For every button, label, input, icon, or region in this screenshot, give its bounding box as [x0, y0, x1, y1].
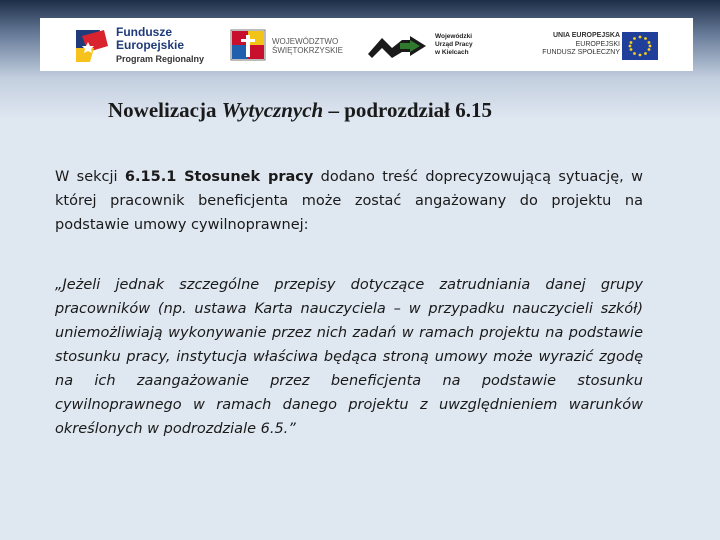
title-part3: – podrozdział 6.15 — [323, 98, 492, 122]
eu-logo-line3: FUNDUSZ SPOŁECZNY — [542, 49, 620, 56]
intro-before: W sekcji — [55, 169, 125, 185]
region-logo-line2: ŚWIĘTOKRZYSKIE — [272, 46, 343, 55]
intro-bold: 6.15.1 Stosunek pracy — [124, 169, 314, 185]
fe-logo-text — [116, 26, 204, 66]
stars-flag-icon — [74, 26, 110, 64]
eu-logo-text — [518, 32, 620, 58]
region-logo-text — [272, 37, 343, 55]
fe-logo-line3: Program Regionalny — [116, 54, 205, 64]
wup-logo-text — [435, 33, 473, 57]
eu-logo-line2: EUROPEJSKI — [575, 40, 620, 48]
coat-of-arms-icon — [230, 29, 266, 61]
intro-after: dodano treść doprecyzowującą sytuację, w której pracownik beneficjenta może zostać angażowany do projektu na podstawie umowy cywilnoprawnej: — [55, 169, 643, 233]
page-title — [108, 98, 492, 123]
quote-paragraph: „Jeżeli jednak szczególne przepisy dotyczące zatrudniania danej grupy pracowników (np. ustawa Karta nauczyciela – w przypadku nauczycieli szkół) uniemożliwiają wykonywanie przez nich zadań w ramach projektu na podstawie stosunku pracy, instytucja właściwa będąca stroną umowy może wyrazić zgodę na ich zaangażowanie przez beneficjenta na podstawie stosunku cywilnoprawnego w ramach danego projektu z uwzględnieniem warunków określonych w podrozdziale 6.5.” — [55, 277, 643, 437]
intro-paragraph — [55, 165, 643, 237]
eu-flag-icon — [622, 32, 658, 60]
wup-logo-line3: w Kielcach — [435, 49, 469, 56]
eu-logo-line1: UNIA EUROPEJSKA — [552, 32, 620, 39]
logo-bar — [40, 18, 693, 71]
region-logo-line1: WOJEWÓDZTWO — [272, 37, 339, 46]
arrow-logo-icon — [366, 32, 428, 60]
wup-logo-line1: Wojewódzki — [435, 33, 473, 40]
title-part2: Wytycznych — [221, 98, 324, 122]
wup-logo-line2: Urząd Pracy — [435, 41, 473, 48]
fe-logo-line2: Europejskie — [116, 38, 185, 52]
fe-logo-line1: Fundusze — [116, 25, 172, 39]
title-part1: Nowelizacja — [108, 98, 222, 122]
